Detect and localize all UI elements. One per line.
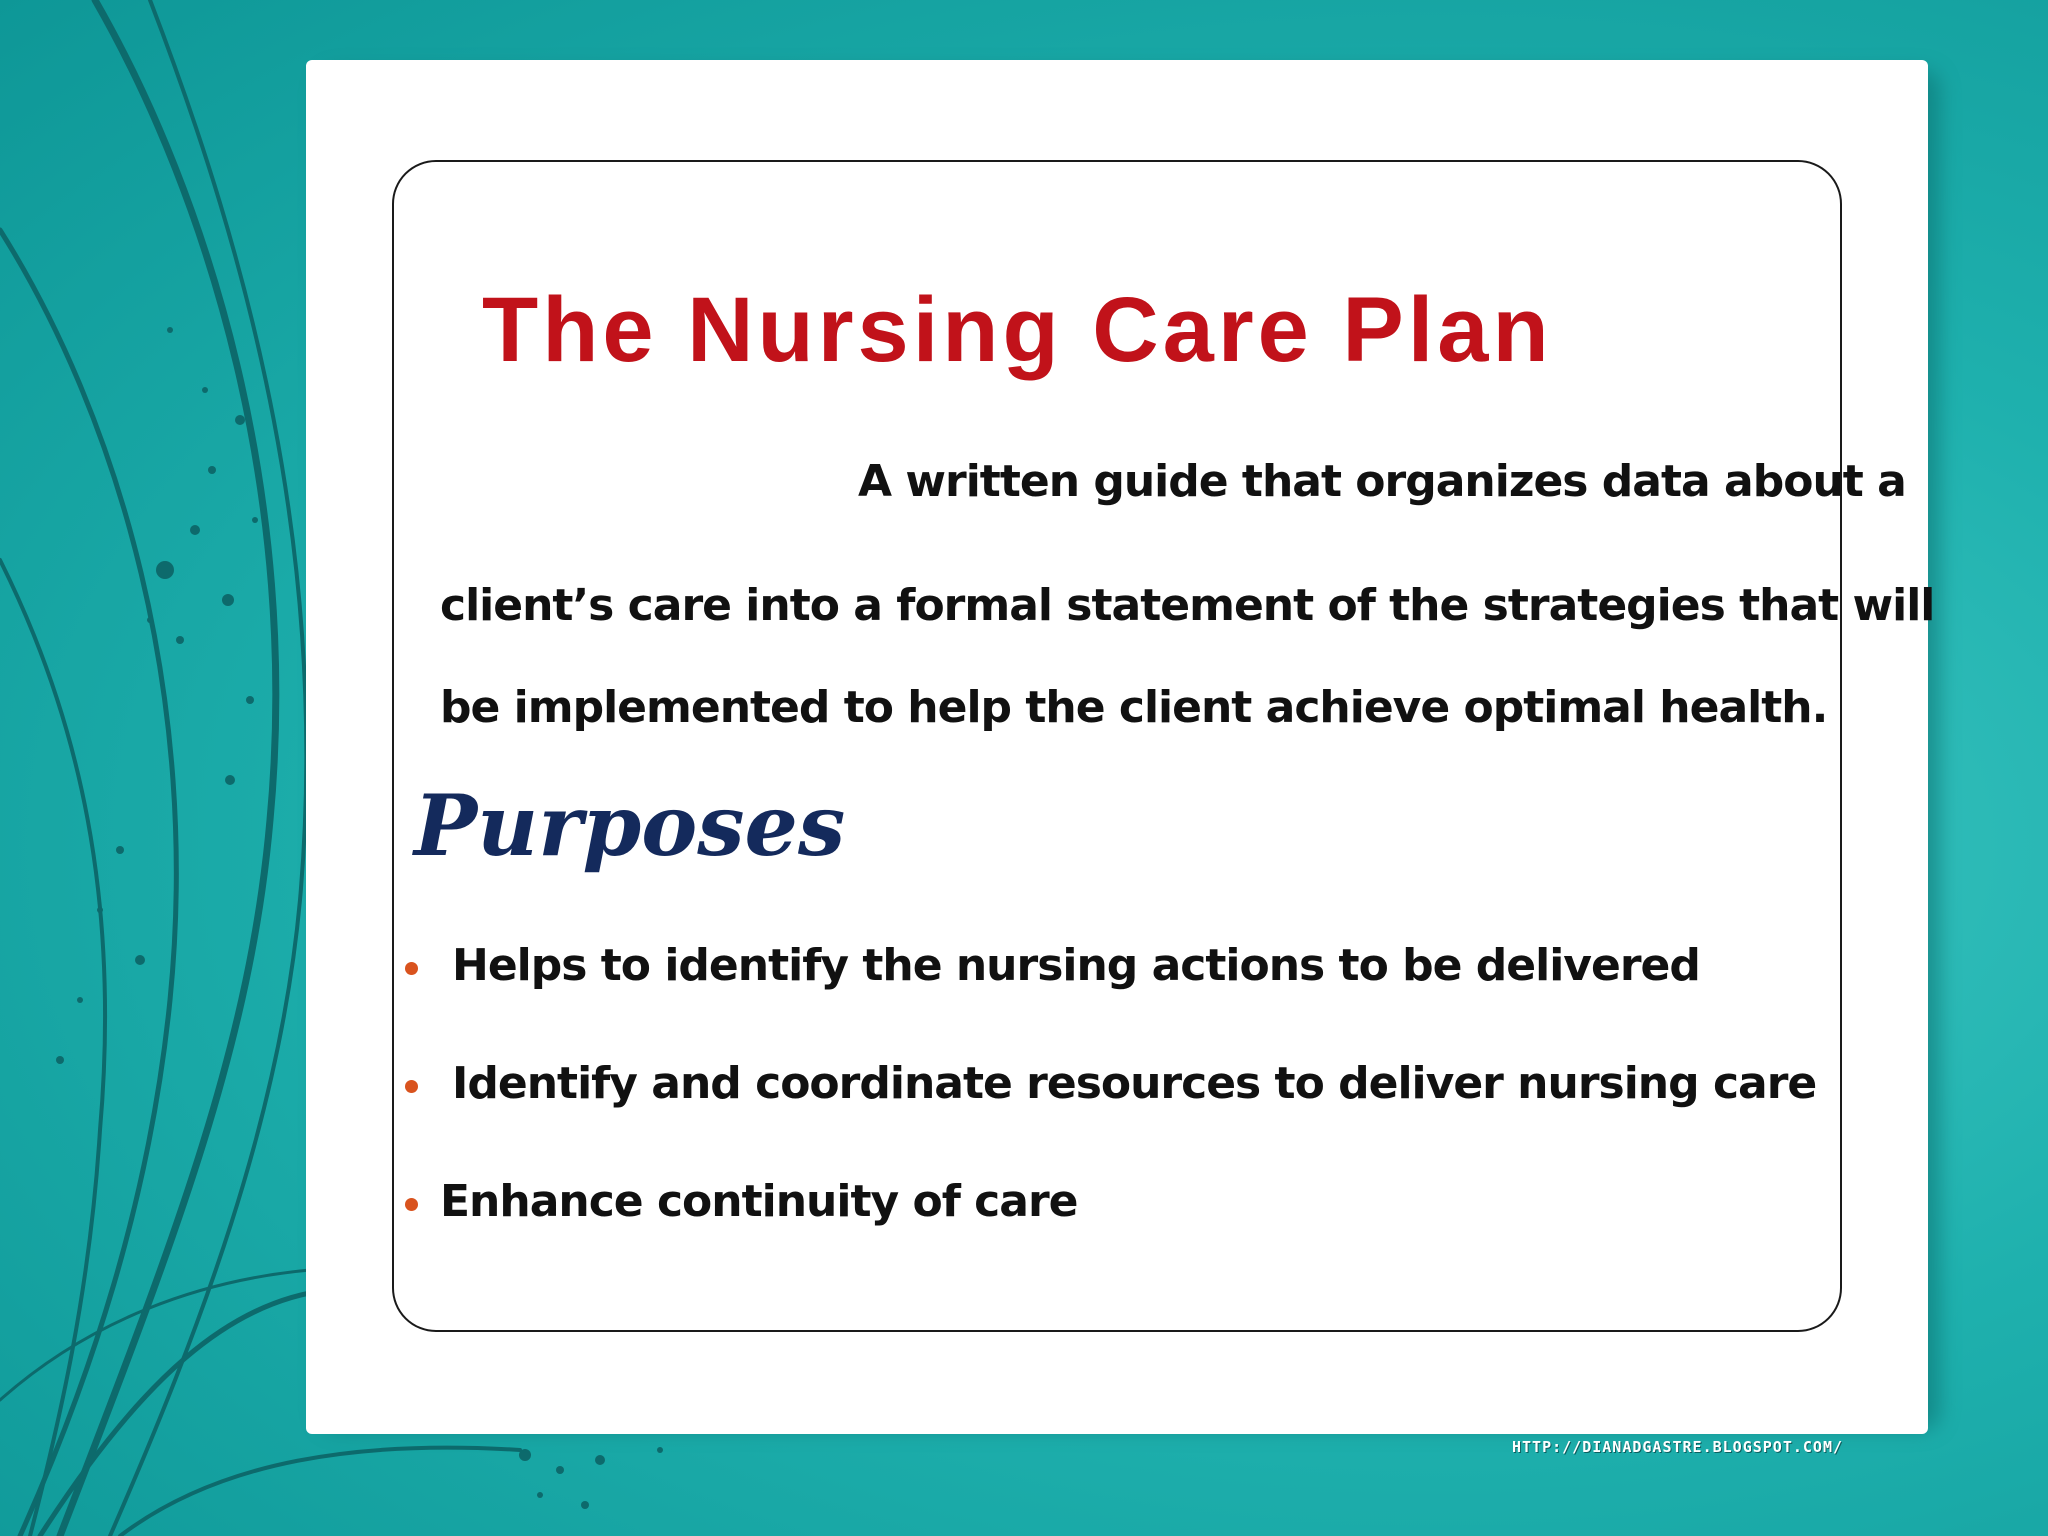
definition-line-2: client’s care into a formal statement of the strategies that will [440,580,1935,631]
bullet-dot-icon [405,1198,418,1211]
source-watermark: HTTP://DIANADGASTRE.BLOGSPOT.COM/ [1512,1438,1844,1456]
purposes-heading: Purposes [414,776,846,875]
purpose-item [452,1058,1816,1109]
purpose-text: Identify and coordinate resources to deliver nursing care [452,1058,1817,1109]
definition-line-1: A written guide that organizes data about a [858,456,1906,507]
purpose-text: Helps to identify the nursing actions to be delivered [452,940,1700,991]
definition-line-3: be implemented to help the client achieve optimal health. [440,682,1828,733]
purpose-text: Enhance continuity of care [440,1176,1078,1227]
bullet-dot-icon [405,962,418,975]
bullet-dot-icon [405,1080,418,1093]
slide-title: The Nursing Care Plan [482,279,1553,381]
purpose-item [452,940,1700,991]
purpose-item [440,1176,1077,1227]
